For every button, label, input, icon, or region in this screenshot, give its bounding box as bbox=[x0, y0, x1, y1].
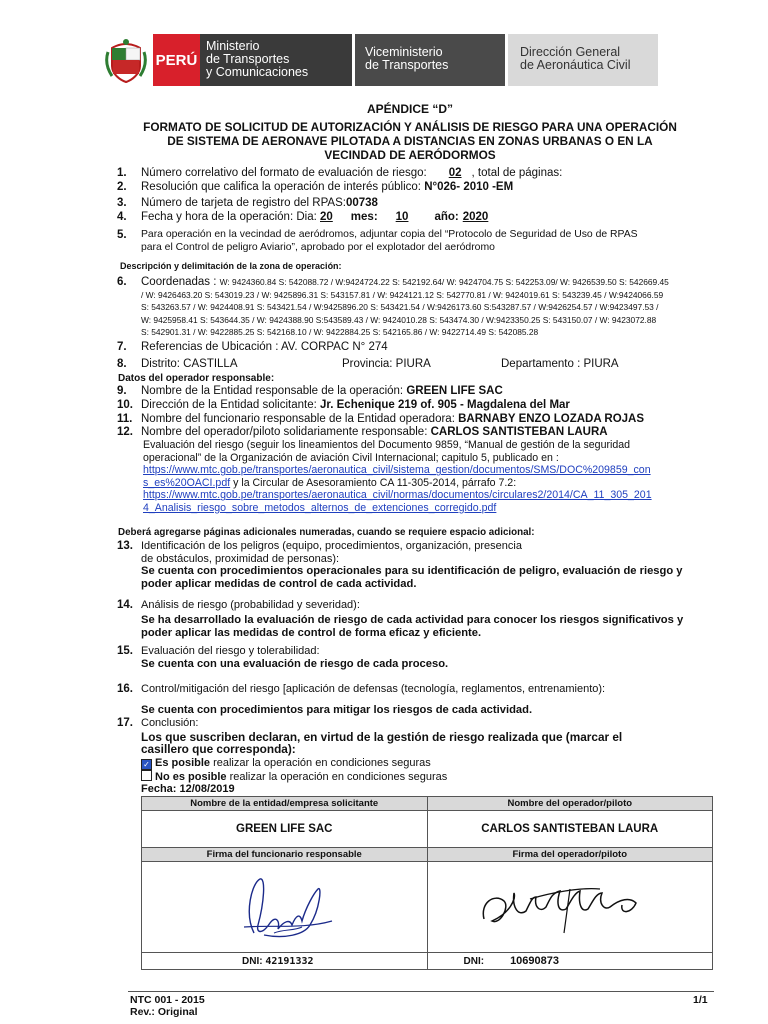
item-4-mes-label: mes: bbox=[350, 211, 378, 223]
sig-header-entity: Nombre de la entidad/empresa solicitante bbox=[142, 797, 428, 811]
title-line3: VECINDAD DE AERÓDORMOS bbox=[324, 148, 496, 162]
item-number: 3. bbox=[117, 197, 127, 209]
checkbox-checked-icon[interactable]: ✓ bbox=[141, 759, 152, 770]
item-number: 8. bbox=[117, 358, 127, 370]
item-3-label: Número de tarjeta de registro del RPAS: bbox=[141, 197, 346, 209]
direccion-line1: Dirección General bbox=[520, 45, 621, 59]
item-4-mes: 10 bbox=[395, 211, 409, 223]
item-2 bbox=[141, 181, 633, 193]
vice-line2: de Transportes bbox=[365, 58, 449, 72]
option-es-posible bbox=[141, 757, 622, 770]
peru-badge bbox=[153, 34, 200, 86]
item-2-value: N°026- 2010 -EM bbox=[424, 181, 514, 193]
item-17-answer2: casillero que corresponda): bbox=[141, 742, 296, 756]
item-8-distrito: Distrito: CASTILLA bbox=[141, 358, 238, 370]
item-12-label: Nombre del operador/piloto solidariamente responsable: bbox=[141, 426, 431, 438]
signature-1-icon bbox=[214, 863, 354, 949]
item-17-line1: Conclusión: bbox=[141, 717, 199, 729]
item-15-line1: Evaluación del riesgo y tolerabilidad: bbox=[141, 645, 320, 657]
item-12-value: CARLOS SANTISTEBAN LAURA bbox=[430, 426, 608, 438]
footer-ntc: NTC 001 - 2015 bbox=[130, 994, 205, 1006]
title-line1: FORMATO DE SOLICITUD DE AUTORIZACIÓN Y ANÁLISIS DE RIESGO PARA UNA OPERACIÓN bbox=[143, 120, 677, 134]
item-number: 17. bbox=[117, 717, 133, 729]
item-7: Referencias de Ubicación : AV. CORPAC N° 274 bbox=[141, 341, 388, 353]
direccion-line2: de Aeronáutica Civil bbox=[520, 58, 631, 72]
item-10-label: Dirección de la Entidad solicitante: bbox=[141, 399, 320, 411]
coords-line4: W: 9425958.41 S: 543644.35 / W: 9424388.90 S:543589.43 / W: 9424010.28 S: 543474.30 / W:9423350.25 S: 543150.07 / W: 9423072.88 bbox=[141, 314, 657, 325]
item-1-rest: , total de páginas: bbox=[471, 167, 563, 179]
item-11-value: BARNABY ENZO LOZADA ROJAS bbox=[458, 413, 645, 425]
ministerio-line1: Ministerio bbox=[206, 39, 260, 53]
item-number: 15. bbox=[117, 645, 133, 657]
item-13-answer2: poder aplicar medidas de control de cada actividad. bbox=[141, 577, 417, 590]
footer-rev: Rev.: Original bbox=[130, 1006, 198, 1018]
item-5 bbox=[141, 229, 638, 254]
signature-table bbox=[141, 796, 713, 970]
item-13-line1: Identificación de los peligros (equipo, procedimientos, organización, presencia bbox=[141, 540, 522, 552]
option-2-bold: No es posible bbox=[155, 770, 227, 783]
viceministerio-box bbox=[355, 34, 505, 86]
form-title bbox=[100, 120, 720, 162]
item-4 bbox=[141, 211, 518, 223]
item-8-departamento: Departamento : PIURA bbox=[501, 358, 619, 370]
vice-line1: Viceministerio bbox=[365, 45, 443, 59]
dni-1-label: DNI: bbox=[242, 955, 266, 967]
sig-dni-2 bbox=[427, 953, 713, 970]
circular-link-cont[interactable]: 4_Analisis_riesgo_sobre_metodos_alternos_de_extenciones_corregido.pdf bbox=[143, 501, 497, 514]
item-number: 9. bbox=[117, 385, 127, 397]
item-number: 2. bbox=[117, 181, 127, 193]
item-10-value: Jr. Echenique 219 of. 905 - Magdalena del Mar bbox=[320, 399, 570, 411]
item-number: 12. bbox=[117, 426, 133, 438]
item-10 bbox=[141, 399, 570, 411]
coords-line2: / W: 9426463.20 S: 543019.23 / W: 9425896.31 S: 543157.81 / W: 9424121.12 S: 542770.81 / W: 9424019.61 S: 543239.45 / W:9424066.59 bbox=[141, 289, 664, 300]
evaluacion-riesgo-paragraph bbox=[143, 439, 713, 515]
dni-2-value: 10690873 bbox=[510, 955, 560, 967]
footer-page: 1/1 bbox=[693, 994, 708, 1006]
sig-entity-name: GREEN LIFE SAC bbox=[142, 811, 428, 848]
item-5-line2: para el Control de peligro Aviario”, aprobado por el explotador del aeródromo bbox=[141, 241, 495, 253]
fecha: Fecha: 12/08/2019 bbox=[141, 783, 235, 795]
item-14-answer2: poder aplicar las medidas de control de forma eficaz y eficiente. bbox=[141, 627, 482, 639]
item-6-coordinates bbox=[141, 276, 721, 339]
item-number: 4. bbox=[117, 211, 127, 223]
section-operador: Datos del operador responsable: bbox=[118, 373, 275, 384]
item-4-label: Fecha y hora de la operación: Dia: bbox=[141, 211, 320, 223]
item-15-answer1: Se cuenta con una evaluación de riesgo de cada proceso. bbox=[141, 657, 449, 670]
item-17-answer1: Los que suscriben declaran, en virtud de la gestión de riesgo realizada que (marcar el bbox=[141, 729, 623, 744]
item-9-label: Nombre de la Entidad responsable de la operación: bbox=[141, 385, 407, 397]
item-16-answer1: Se cuenta con procedimientos para mitigar los riesgos de cada actividad. bbox=[141, 704, 533, 716]
item-9 bbox=[141, 385, 503, 397]
item-4-dia: 20 bbox=[320, 211, 333, 223]
item-14-line1: Análisis de riesgo (probabilidad y severidad): bbox=[141, 599, 360, 611]
item-13 bbox=[141, 540, 683, 590]
option-1-bold: Es posible bbox=[155, 756, 211, 769]
sig-header-firma-operador: Firma del operador/piloto bbox=[427, 848, 713, 862]
item-17 bbox=[141, 717, 622, 796]
item-1-label: Número correlativo del formato de evaluación de riesgo: bbox=[141, 167, 427, 179]
peru-coat-of-arms-icon bbox=[104, 38, 148, 84]
item-number: 11. bbox=[117, 413, 133, 425]
item-number: 16. bbox=[117, 683, 133, 695]
ministerio-box bbox=[200, 34, 352, 86]
item-1-value: 02 bbox=[448, 167, 462, 179]
sig-operator-name: CARLOS SANTISTEBAN LAURA bbox=[427, 811, 713, 848]
item-12 bbox=[141, 426, 608, 438]
item-4-anio-label: año: bbox=[434, 211, 459, 223]
option-1-text: realizar la operación en condiciones seguras bbox=[210, 756, 431, 769]
item-11 bbox=[141, 413, 644, 425]
sig-header-operator: Nombre del operador/piloto bbox=[427, 797, 713, 811]
appendix-title: APÉNDICE “D” bbox=[366, 102, 453, 116]
title-line2: DE SISTEMA DE AERONAVE PILOTADA A DISTANCIAS EN ZONAS URBANAS O EN LA bbox=[167, 134, 653, 148]
dni-1-value: 42191332 bbox=[265, 955, 314, 967]
direccion-box bbox=[508, 34, 658, 86]
item-number: 13. bbox=[117, 540, 133, 552]
item-number: 6. bbox=[117, 276, 127, 288]
item-13-answer1: Se cuenta con procedimientos operacionales para su identificación de peligro, evaluación de riesgo y bbox=[141, 565, 683, 577]
item-number: 5. bbox=[117, 229, 127, 241]
footer-code bbox=[130, 994, 205, 1018]
item-15 bbox=[141, 645, 448, 670]
coords-line3: S: 543263.57 / W: 9424408.91 S: 543421.54 / W:9425896.20 S: 543421.54 / W:9426173.60 S:543287.57 / W:9426254.57 / W:9423497.53 / bbox=[141, 302, 659, 312]
item-number: 14. bbox=[117, 599, 133, 611]
peru-label: PERÚ bbox=[155, 51, 198, 69]
section-zona-operacion: Descripción y delimitación de la zona de operación: bbox=[120, 261, 342, 271]
item-14-answer1: Se ha desarrollado la evaluación de riesgo de cada actividad para conocer los riesgos significativos y bbox=[141, 614, 684, 626]
item-2-label: Resolución que califica la operación de interés público: bbox=[141, 181, 425, 193]
item-8-provincia: Provincia: PIURA bbox=[342, 358, 431, 370]
option-2-text: realizar la operación en condiciones seguras bbox=[226, 770, 448, 783]
item-11-label: Nombre del funcionario responsable de la Entidad operadora: bbox=[141, 413, 459, 425]
eval-mid-text: y la Circular de Asesoramiento CA 11-305-2014, párrafo 7.2: bbox=[230, 476, 517, 489]
item-3-value: 00738 bbox=[345, 197, 378, 209]
footer-divider bbox=[128, 991, 714, 992]
dni-2-label: DNI: bbox=[463, 956, 485, 967]
sig-header-firma-funcionario: Firma del funcionario responsable bbox=[142, 848, 428, 862]
eval-line2: operacional” de la Organización de aviación Civil Internacional; capitulo 5, publicado en : bbox=[143, 451, 559, 464]
item-16-line1: Control/mitigación del riesgo [aplicación de defensas (tecnología, reglamentos, entrenamiento): bbox=[141, 683, 606, 695]
section-paginas-adicionales: Deberá agregarse páginas adicionales numeradas, cuando se requiere espacio adicional: bbox=[118, 527, 535, 538]
circular-link[interactable]: https://www.mtc.gob.pe/transportes/aeronautica_civil/normas/documentos/circulares2/2014/CA_11_305_201 bbox=[143, 489, 652, 502]
sig-dni-1 bbox=[142, 953, 428, 970]
checkbox-empty-icon[interactable] bbox=[141, 770, 152, 781]
ministerio-line2: de Transportes bbox=[206, 52, 290, 66]
item-6-label: Coordenadas : bbox=[141, 276, 220, 288]
signature-2-cell bbox=[427, 862, 713, 953]
item-number: 7. bbox=[117, 341, 127, 353]
option-no-es-posible bbox=[141, 770, 622, 784]
eval-line1: Evaluación del riesgo (seguir los lineamientos del Documento 9859, “Manual de gestión de la seguridad bbox=[143, 439, 631, 451]
coords-line5: S: 542901.31 / W: 9422885.25 S: 542168.10 / W: 9422884.25 S: 542165.86 / W: 9422714.49 S: 542085.28 bbox=[141, 327, 539, 337]
item-3 bbox=[141, 197, 378, 209]
item-9-value: GREEN LIFE SAC bbox=[406, 385, 503, 397]
doc9859-link[interactable]: https://www.mtc.gob.pe/transportes/aeronautica_civil/sistema_gestion/documentos/SMS/DOC%209859_con bbox=[143, 464, 651, 477]
ministerio-line3: y Comunicaciones bbox=[206, 65, 309, 79]
item-number: 1. bbox=[117, 167, 127, 179]
item-number: 10. bbox=[117, 399, 133, 411]
item-14 bbox=[141, 599, 683, 640]
item-1 bbox=[141, 167, 592, 179]
item-13-line2: de obstáculos, proximidad de personas): bbox=[141, 552, 340, 565]
item-4-anio: 2020 bbox=[462, 211, 489, 223]
signature-2-icon bbox=[470, 863, 670, 949]
item-5-line1: Para operación en la vecindad de aeródromos, adjuntar copia del “Protocolo de Seguridad de Uso de RPAS bbox=[141, 229, 638, 240]
coords-line1: W: 9424360.84 S: 542088.72 / W:9424724.22 S: 542192.64/ W: 9424704.75 S: 542253.09/ W: 9426539.50 S: 542669.45 bbox=[219, 277, 669, 287]
signature-1-cell bbox=[142, 862, 428, 953]
doc9859-link-cont[interactable]: s_es%20OACI.pdf bbox=[143, 476, 231, 489]
